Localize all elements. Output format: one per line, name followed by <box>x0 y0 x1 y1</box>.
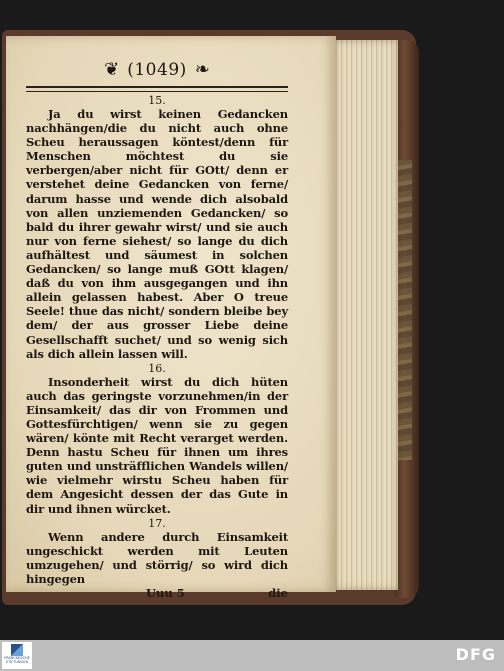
institution-logo-text: FRANCKESCHE STIFTUNGEN <box>4 656 30 664</box>
marbled-edge <box>398 160 412 460</box>
page-text-block <box>26 58 288 600</box>
signature-mark: Uuu 5 <box>146 586 185 600</box>
header-rule <box>26 86 288 92</box>
dfg-logo: DFG <box>455 645 496 664</box>
section-number: 17. <box>148 516 166 530</box>
section-paragraph: Wenn andere durch Einsamkeit ungeschickt werden mit Leuten umzugehen/ und störrig/ so wird dich hingegen <box>26 529 288 586</box>
ornament-left-icon: ❦ <box>104 59 120 80</box>
section-number: 15. <box>148 94 166 107</box>
section-paragraph: Insonderheit wirst du dich hüten auch das geringste vorzunehmen/in der Einsamkeit/ das dir von Frommen und Gottesfürchtigen/ wenn sie zu gegen wären/ könte mit Recht verarget werden. Denn hastu Scheu für ihnen um ihres guten und unsträfflichen Wandels willen/ wie vielmehr wirstu Scheu haben für dem Angesicht dessen der das Gute in dir und ihnen würcket. <box>26 374 288 516</box>
page-number: (1049) <box>127 60 187 80</box>
page-header <box>26 58 288 82</box>
ornament-right-icon: ❧ <box>194 59 210 80</box>
page-edges <box>334 40 398 590</box>
institution-logo-icon <box>11 644 23 656</box>
catchword: die <box>268 586 288 600</box>
section-paragraph: Ja du wirst keinen Gedancken nachhängen/die du nicht auch ohne Scheu heraussagen köntest/denn für Menschen möchtest du sie verbergen/aber nicht für GOtt/ denn er verstehet deine Gedancken von ferne/ darum hasse und wende dich alsobald von allen unziemenden Gedancken/ so bald du ihrer gewahr wirst/ und sie auch nur von ferne siehest/ so lange du dich aufhältest und säumest in solchen Gedancken/ so lange muß GOtt klagen/ daß du von ihm ausgegangen und ihn allein gelassen habest. Aber O treue Seele! thue das nicht/ sondern bleibe bey dem/ der aus grosser Liebe deine Gesellschafft suchet/ und so wenig sich als dich allein lassen will. <box>26 107 288 361</box>
page-footer <box>26 586 288 600</box>
section-number: 16. <box>148 361 166 375</box>
viewer-bottom-bar <box>0 640 504 671</box>
institution-logo <box>2 642 32 669</box>
